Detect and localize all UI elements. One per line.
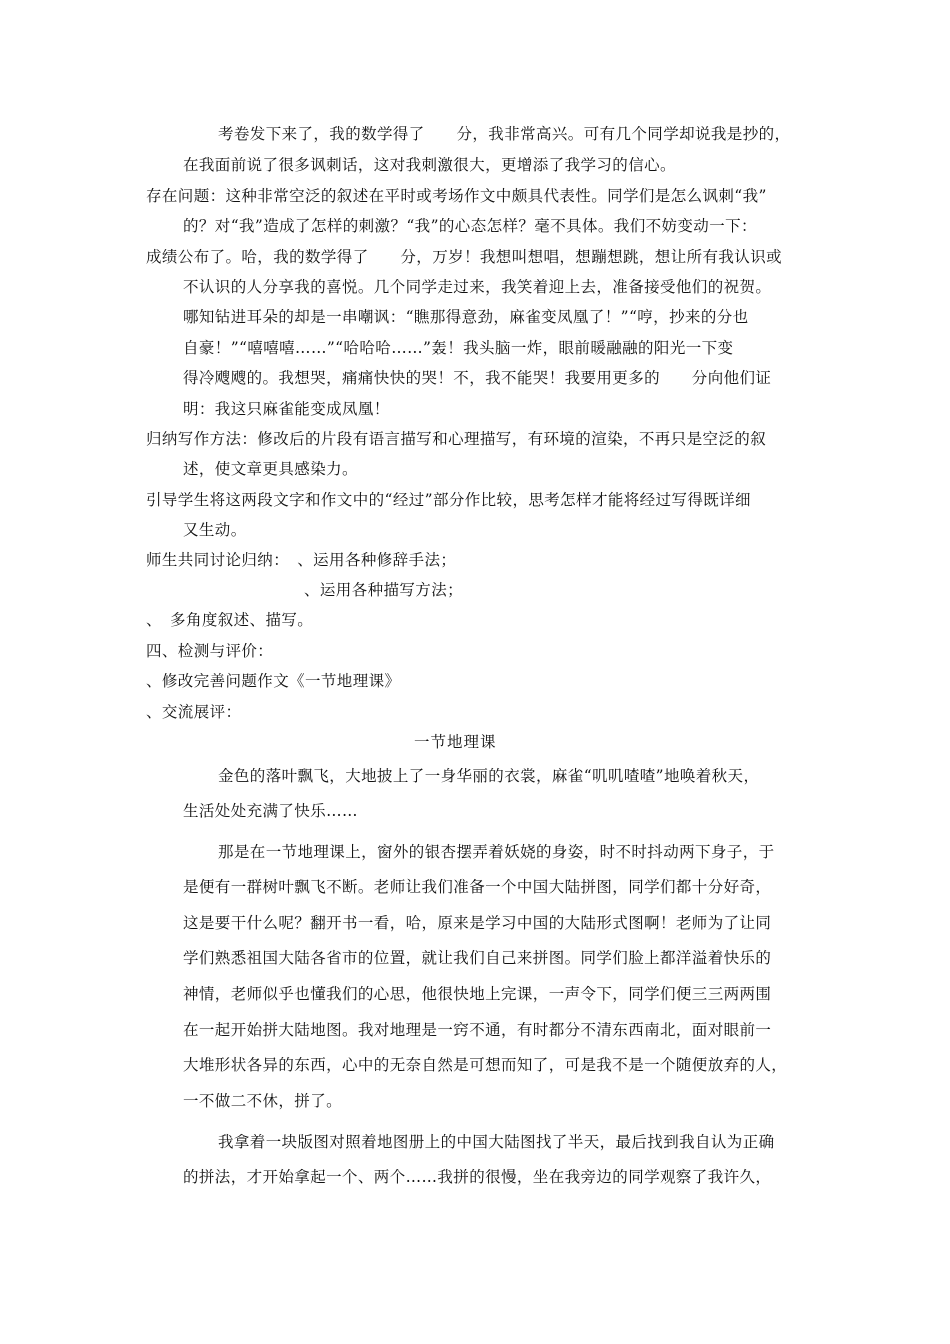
text-line: 归纳写作方法：修改后的片段有语言描写和心理描写，有环境的渲染，不再只是空泛的叙 — [146, 430, 767, 448]
list-item: 、交流展评： — [146, 703, 242, 721]
text-line: 的拼法，才开始拿起一个、两个……我拼的很慢，坐在我旁边的同学观察了我许久， — [183, 1168, 772, 1186]
essay-title: 一节地理课 — [414, 733, 497, 751]
text-line: 考卷发下来了，我的数学得了 分，我非常高兴。可有几个同学却说我是抄的， — [218, 125, 791, 143]
text-line: 存在问题：这种非常空泛的叙述在平时或考场作文中颇具代表性。同学们是怎么讽刺“我” — [146, 187, 767, 205]
text-line: 一不做二不休，拼了。 — [183, 1092, 343, 1110]
text-line: 又生动。 — [183, 521, 247, 539]
section-heading: 四、检测与评价： — [146, 642, 274, 660]
text-line: 不认识的人分享我的喜悦。几个同学走过来，我笑着迎上去，准备接受他们的祝贺。 — [183, 278, 772, 296]
text-line: 述，使文章更具感染力。 — [183, 460, 358, 478]
text-line: 我拿着一块版图对照着地图册上的中国大陆图找了半天，最后找到我自认为正确 — [218, 1133, 775, 1151]
text-line: 大堆形状各异的东西，心中的无奈自然是可想而知了，可是我不是一个随便放弃的人， — [183, 1056, 788, 1074]
text-line: 神情，老师似乎也懂我们的心思，他很快地上完课，一声令下，同学们便三三两两围 — [183, 985, 772, 1003]
text-line: 生活处处充满了快乐…… — [183, 802, 358, 820]
text-line: 的？对“我”造成了怎样的刺激？“我”的心态怎样？毫不具体。我们不妨变动一下： — [183, 217, 757, 235]
text-line: 在一起开始拼大陆地图。我对地理是一窍不通，有时都分不清东西南北，面对眼前一 — [183, 1021, 772, 1039]
text-line: 那是在一节地理课上，窗外的银杏摆弄着妖娆的身姿，时不时抖动两下身子，于 — [218, 843, 775, 861]
text-line: 是便有一群树叶飘飞不断。老师让我们准备一个中国大陆拼图，同学们都十分好奇， — [183, 878, 772, 896]
list-item: 、修改完善问题作文《一节地理课》 — [146, 672, 401, 690]
text-line: 成绩公布了。哈，我的数学得了 分，万岁！我想叫想唱，想蹦想跳，想让所有我认识或 — [146, 248, 783, 266]
text-line: 这是要干什么呢？翻开书一看，哈，原来是学习中国的大陆形式图啊！老师为了让同 — [183, 914, 772, 932]
text-line: 得冷飕飕的。我想哭，痛痛快快的哭！不，我不能哭！我要用更多的 分向他们证 — [183, 369, 772, 387]
text-line: 明：我这只麻雀能变成凤凰！ — [183, 400, 390, 418]
text-line: 金色的落叶飘飞，大地披上了一身华丽的衣裳，麻雀“叽叽喳喳”地唤着秋天， — [218, 767, 760, 785]
text-line: 师生共同讨论归纳： 、运用各种修辞手法； — [146, 551, 457, 569]
text-line: 学们熟悉祖国大陆各省市的位置，就让我们自己来拼图。同学们脸上都洋溢着快乐的 — [183, 949, 772, 967]
text-line: 在我面前说了很多讽刺话，这对我刺激很大，更增添了我学习的信心。 — [183, 156, 676, 174]
text-line: 引导学生将这两段文字和作文中的“经过”部分作比较，思考怎样才能将经过写得既详细 — [146, 491, 751, 509]
text-line: 自豪！”“嘻嘻嘻……”“哈哈哈……”轰！我头脑一炸，眼前暖融融的阳光一下变 — [183, 339, 734, 357]
text-line: 哪知钻进耳朵的却是一串嘲讽：“瞧那得意劲，麻雀变凤凰了！”“哼，抄来的分也 — [183, 308, 749, 326]
text-line: 、 多角度叙述、描写。 — [146, 611, 314, 629]
text-line: 、运用各种描写方法； — [304, 581, 464, 599]
